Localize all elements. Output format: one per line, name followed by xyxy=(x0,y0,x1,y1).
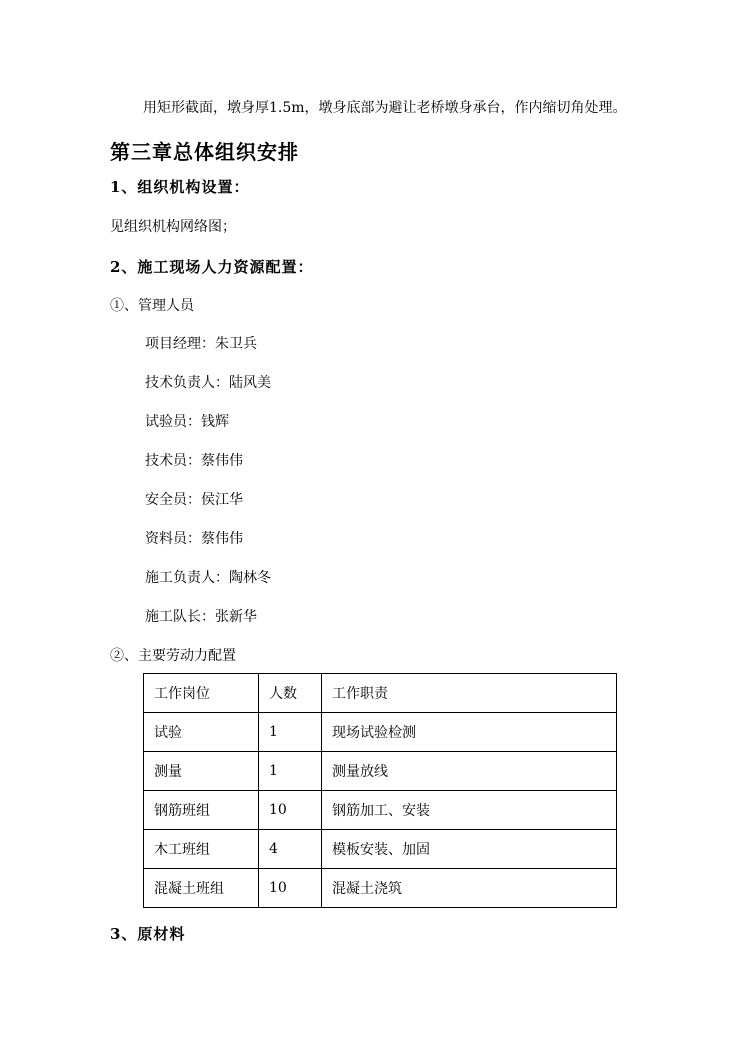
section-1-text: 见组织机构网络图； xyxy=(110,219,236,235)
table-row xyxy=(144,869,617,908)
section-2-title: 2、施工现场人力资源配置： xyxy=(110,258,314,276)
table-cell: 测量 xyxy=(144,752,259,791)
labor-table xyxy=(143,673,617,908)
section-3-title: 3、原材料 xyxy=(110,925,186,943)
management-subtitle: ①、管理人员 xyxy=(110,298,194,314)
table-cell: 模板安装、加固 xyxy=(322,830,617,869)
table-header-row xyxy=(144,674,617,713)
person-item: 施工负责人：陶林冬 xyxy=(145,570,271,586)
person-item: 技术员：蔡伟伟 xyxy=(145,453,243,469)
table-row xyxy=(144,791,617,830)
chapter-title: 第三章总体组织安排 xyxy=(110,140,299,164)
section-1-title: 1、组织机构设置： xyxy=(110,178,250,196)
table-row xyxy=(144,713,617,752)
table-header-cell: 人数 xyxy=(259,674,322,713)
table-cell: 试验 xyxy=(144,713,259,752)
table-cell: 混凝土浇筑 xyxy=(322,869,617,908)
table-cell: 1 xyxy=(259,752,322,791)
table-cell: 10 xyxy=(259,791,322,830)
table-cell: 混凝土班组 xyxy=(144,869,259,908)
labor-subtitle: ②、主要劳动力配置 xyxy=(110,648,236,664)
table-header-cell: 工作职责 xyxy=(322,674,617,713)
table-row xyxy=(144,830,617,869)
table-header-cell: 工作岗位 xyxy=(144,674,259,713)
person-item: 技术负责人：陆风美 xyxy=(145,375,271,391)
table-row xyxy=(144,752,617,791)
table-cell: 4 xyxy=(259,830,322,869)
person-item: 项目经理：朱卫兵 xyxy=(145,336,257,352)
table-cell: 钢筋加工、安装 xyxy=(322,791,617,830)
person-item: 资料员：蔡伟伟 xyxy=(145,531,243,547)
person-item: 安全员：侯江华 xyxy=(145,492,243,508)
table-cell: 钢筋班组 xyxy=(144,791,259,830)
table-cell: 1 xyxy=(259,713,322,752)
intro-paragraph: 用矩形截面，墩身厚1.5m，墩身底部为避让老桥墩身承台，作内缩切角处理。 xyxy=(143,100,627,116)
table-cell: 现场试验检测 xyxy=(322,713,617,752)
person-item: 试验员：钱辉 xyxy=(145,414,229,430)
table-cell: 测量放线 xyxy=(322,752,617,791)
table-cell: 木工班组 xyxy=(144,830,259,869)
person-item: 施工队长：张新华 xyxy=(145,609,257,625)
table-cell: 10 xyxy=(259,869,322,908)
